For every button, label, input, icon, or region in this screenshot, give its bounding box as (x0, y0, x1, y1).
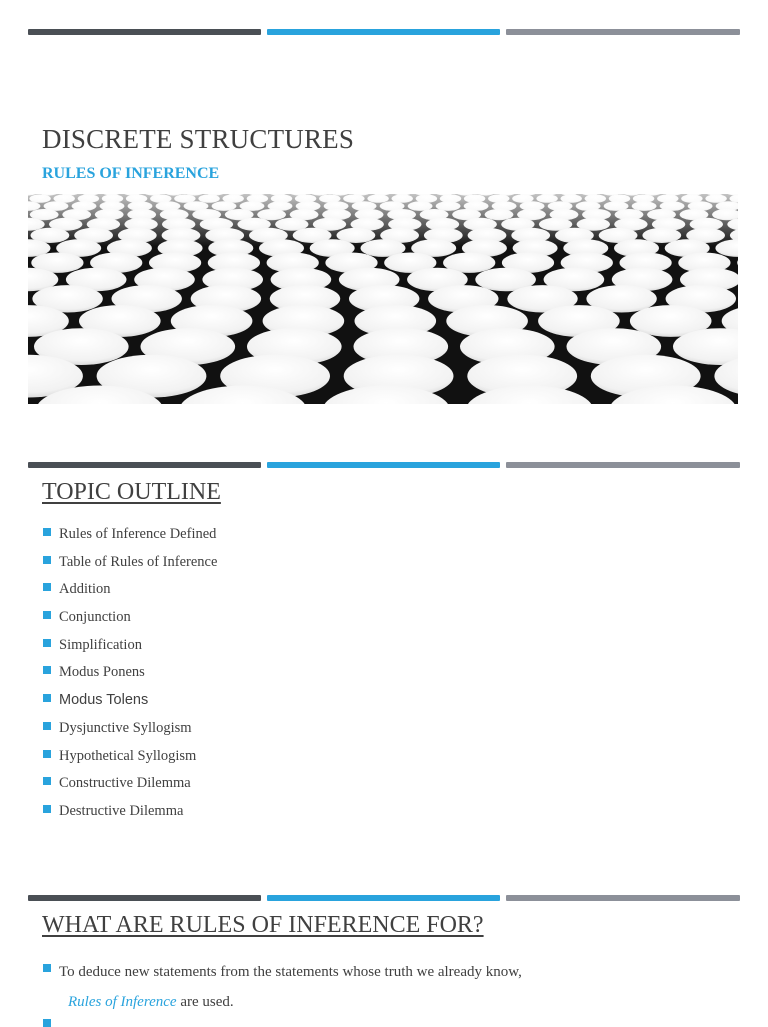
topic-outline-heading: TOPIC OUTLINE (42, 479, 221, 505)
accent-bar-dark (28, 462, 261, 468)
accent-bar-blue (267, 29, 500, 35)
next-bullet-marker (43, 1019, 51, 1027)
list-item: Dysjunctive Syllogism (42, 715, 217, 743)
list-item: Destructive Dilemma (42, 798, 217, 826)
list-item: Rules of Inference Defined (42, 521, 217, 549)
slide-accent-bars (28, 895, 740, 901)
accent-bar-blue (267, 462, 500, 468)
slide-title: DISCRETE STRUCTURES (42, 124, 355, 154)
list-item: Table of Rules of Inference (42, 549, 217, 577)
rules-purpose-heading: WHAT ARE RULES OF INFERENCE FOR? (42, 912, 484, 938)
list-item: Constructive Dilemma (42, 770, 217, 798)
slide-accent-bars (28, 462, 740, 468)
topic-outline-list (42, 521, 217, 826)
list-item: Hypothetical Syllogism (42, 743, 217, 771)
list-item: Conjunction (42, 604, 217, 632)
list-item: Simplification (42, 632, 217, 660)
paragraph-text: To deduce new statements from the statements whose truth we already know, (59, 964, 522, 980)
disc-pattern-graphic (28, 194, 738, 404)
accent-bar-gray (506, 29, 740, 35)
list-item: Addition (42, 576, 217, 604)
accent-bar-dark (28, 895, 261, 901)
rules-of-inference-highlight: Rules of Inference (68, 994, 177, 1010)
rules-purpose-paragraph (42, 957, 749, 1017)
list-item: Modus Ponens (42, 659, 217, 687)
slide-accent-bars (28, 29, 740, 35)
accent-bar-gray (506, 462, 740, 468)
accent-bar-blue (267, 895, 500, 901)
hero-image-discs (28, 194, 738, 404)
paragraph-tail: are used. (176, 994, 234, 1010)
list-item: Modus Tolens (42, 687, 217, 715)
accent-bar-dark (28, 29, 261, 35)
accent-bar-gray (506, 895, 740, 901)
slide-subtitle: RULES OF INFERENCE (42, 165, 220, 182)
